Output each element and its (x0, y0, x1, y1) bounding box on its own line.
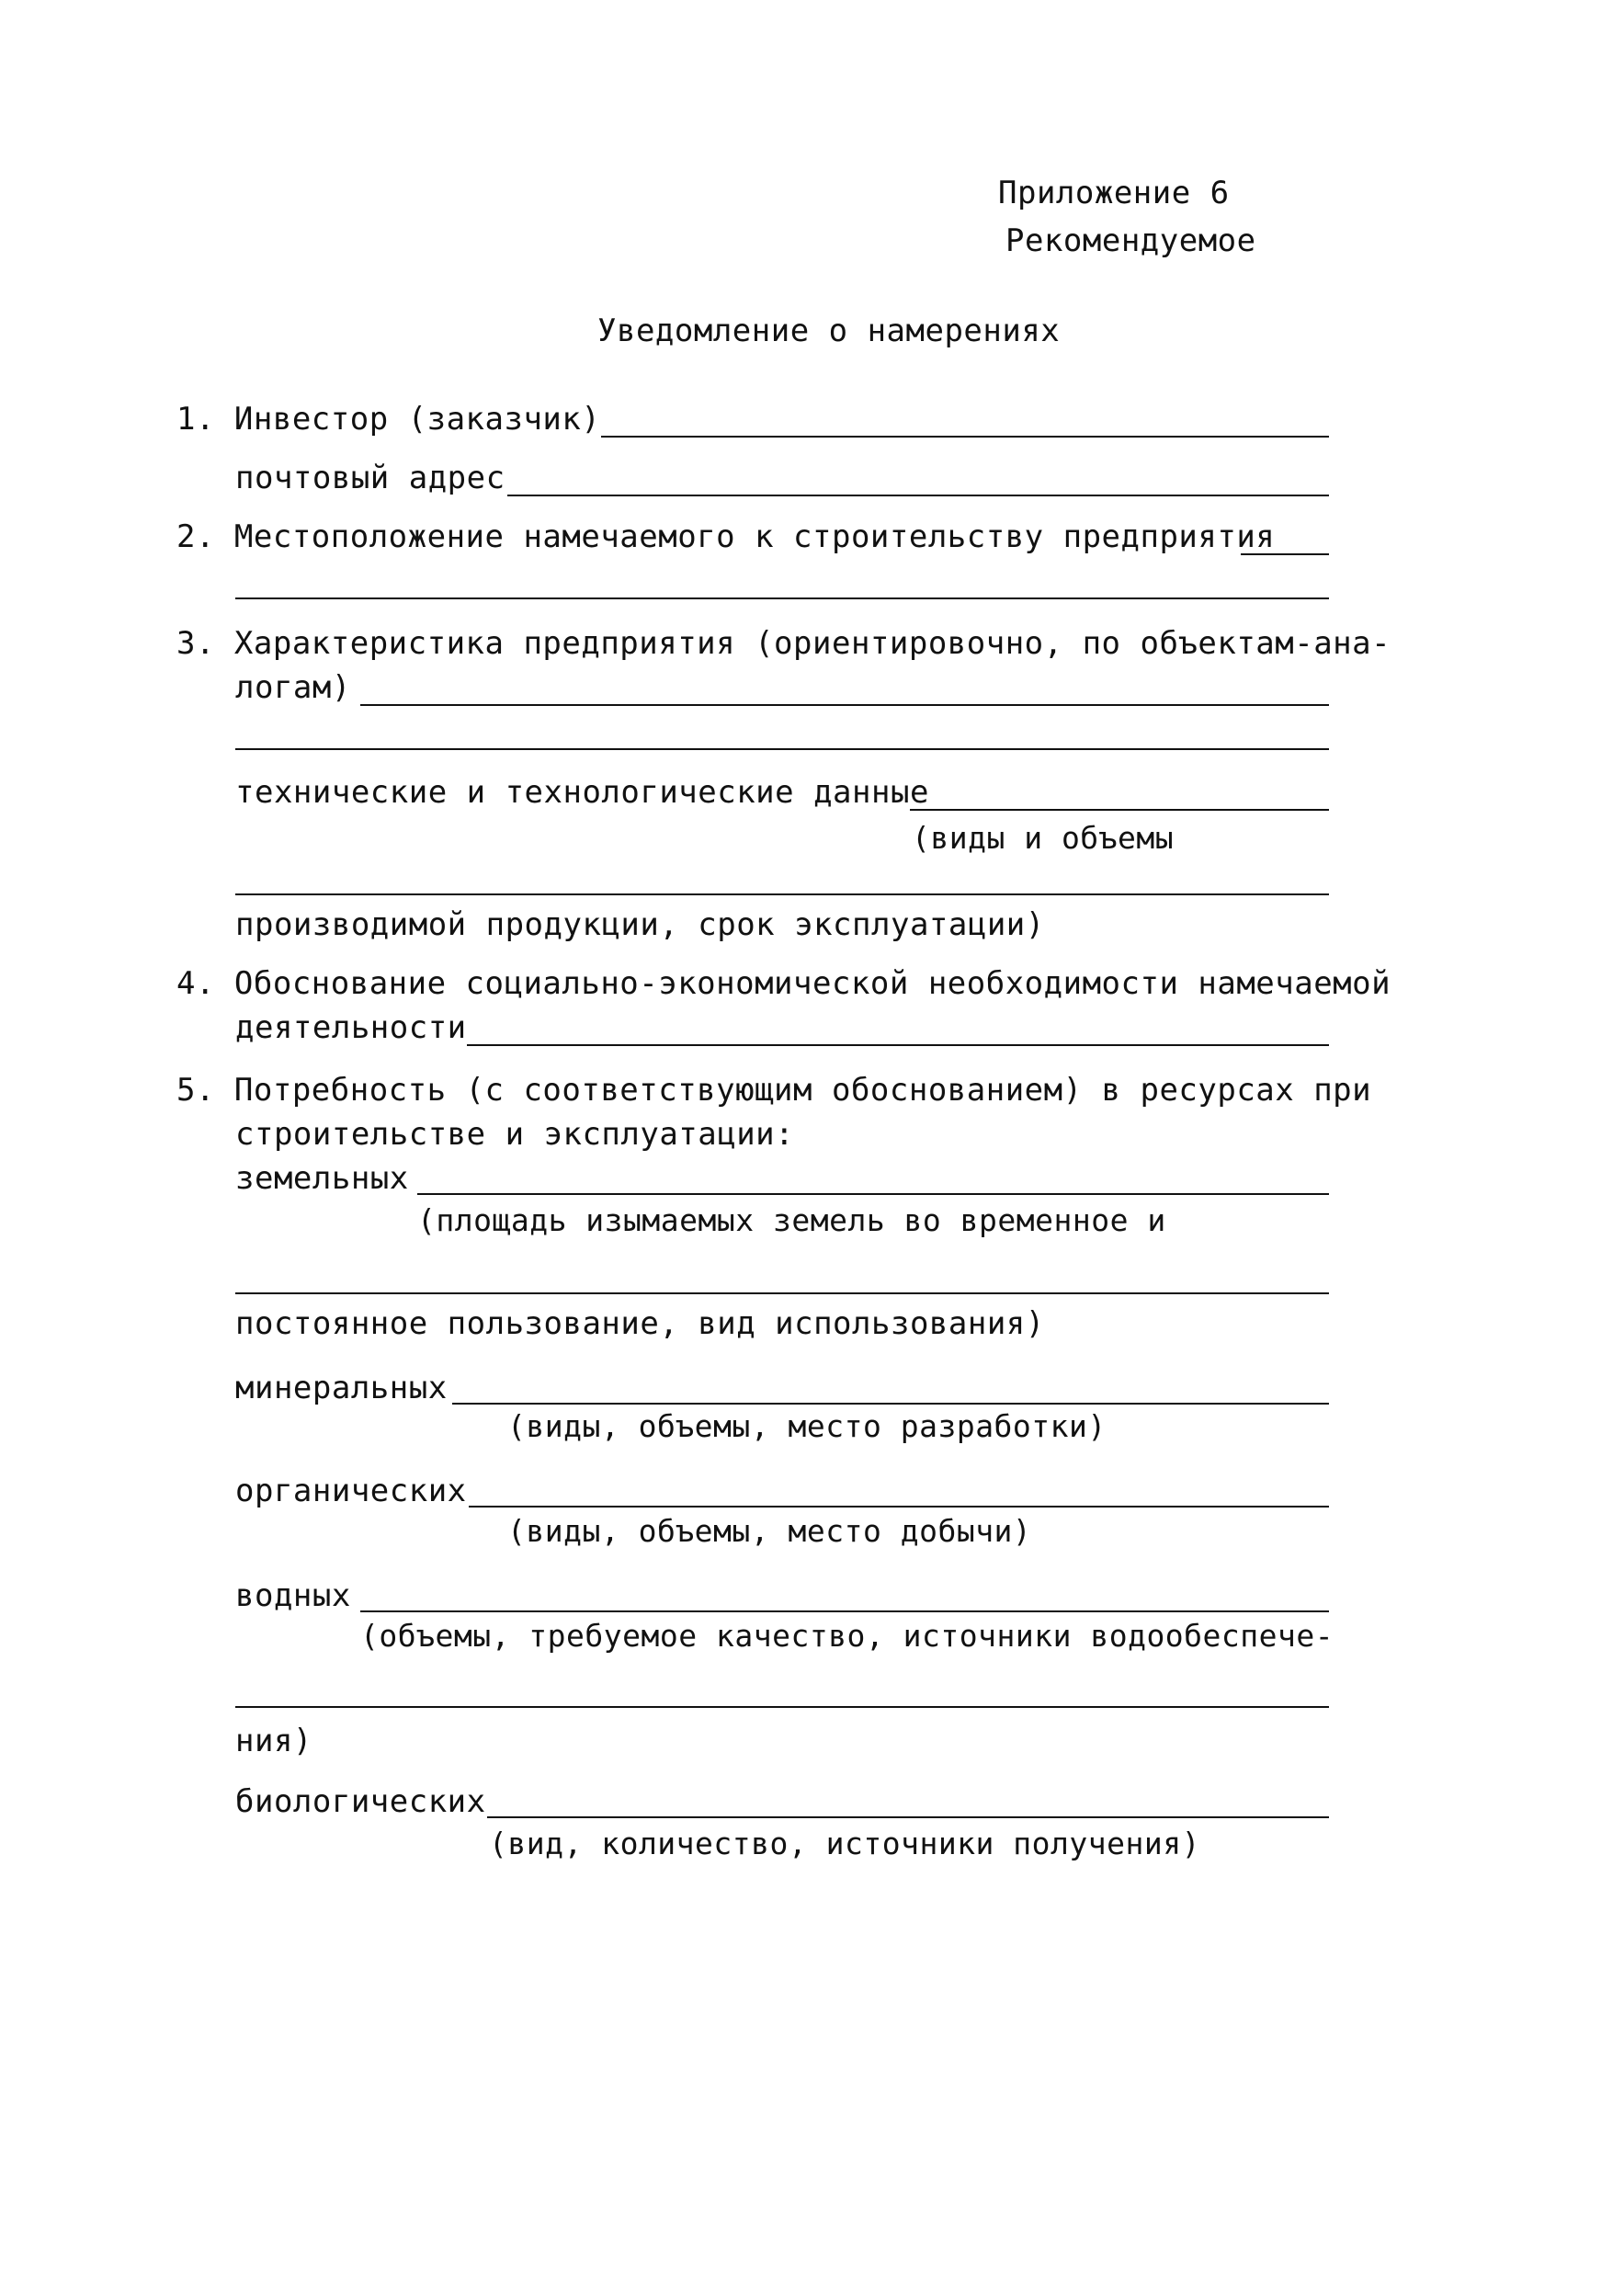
organic-hint: (виды, объемы, место добычи) (507, 1513, 1032, 1549)
item-1-investor-label: 1. Инвестор (заказчик) (176, 401, 601, 438)
water-hint: (объемы, требуемое качество, источники водообеспече- (360, 1618, 1334, 1654)
tech-data-label: технические и технологические данные (235, 774, 929, 811)
tech-data-field-line (910, 809, 1329, 811)
biological-resources-label: биологических (235, 1783, 486, 1820)
water-field-line-2 (235, 1706, 1329, 1708)
item-3-characteristics-label-cont: логам) (235, 669, 351, 706)
postal-address-label: почтовый адрес (235, 460, 505, 496)
item-4-justification-label-cont: деятельности (235, 1009, 467, 1046)
document-title: Уведомление о намерениях (597, 313, 1061, 349)
characteristics-field-line-1 (360, 704, 1329, 706)
item-5-resources-label-cont: строительстве и эксплуатации: (235, 1116, 795, 1153)
tech-data-hint: (виды и объемы (912, 820, 1175, 856)
appendix-number: Приложение 6 (998, 175, 1230, 211)
item-4-justification-label: 4. Обоснование социально-экономической необходимости намечаемой (176, 965, 1391, 1002)
location-field-line-2 (235, 597, 1329, 599)
item-3-characteristics-label: 3. Характеристика предприятия (ориентировочно, по объектам-ана- (176, 625, 1391, 662)
land-resources-label: земельных (235, 1160, 409, 1197)
mineral-hint: (виды, объемы, место разработки) (507, 1408, 1107, 1444)
investor-field-line (601, 436, 1329, 438)
land-hint-cont: постоянное пользование, вид использования) (235, 1305, 1045, 1342)
item-2-location-label: 2. Местоположение намечаемого к строительству предприятия (176, 518, 1276, 555)
recommended-label: Рекомендуемое (1005, 222, 1256, 259)
land-field-line-2 (235, 1292, 1329, 1294)
organic-resources-label: органических (235, 1473, 467, 1509)
mineral-field-line (452, 1403, 1329, 1405)
organic-field-line (469, 1506, 1329, 1508)
biological-field-line (487, 1816, 1329, 1818)
water-field-line (360, 1610, 1329, 1612)
item-5-resources-label: 5. Потребность (с соответствующим обоснованием) в ресурсах при (176, 1072, 1372, 1109)
tech-data-field-line-2 (235, 893, 1329, 895)
land-hint: (площадь изымаемых земель во временное и (417, 1202, 1166, 1238)
justification-field-line (467, 1044, 1329, 1046)
water-resources-label: водных (235, 1577, 351, 1614)
mineral-resources-label: минеральных (235, 1370, 448, 1406)
characteristics-field-line-2 (235, 748, 1329, 750)
land-field-line (417, 1193, 1329, 1195)
postal-address-field-line (507, 495, 1329, 496)
biological-hint: (вид, количество, источники получения) (489, 1826, 1200, 1861)
location-field-line-1 (1241, 553, 1329, 555)
water-hint-cont: ния) (235, 1723, 312, 1759)
tech-data-hint-cont: производимой продукции, срок эксплуатации) (235, 906, 1045, 943)
